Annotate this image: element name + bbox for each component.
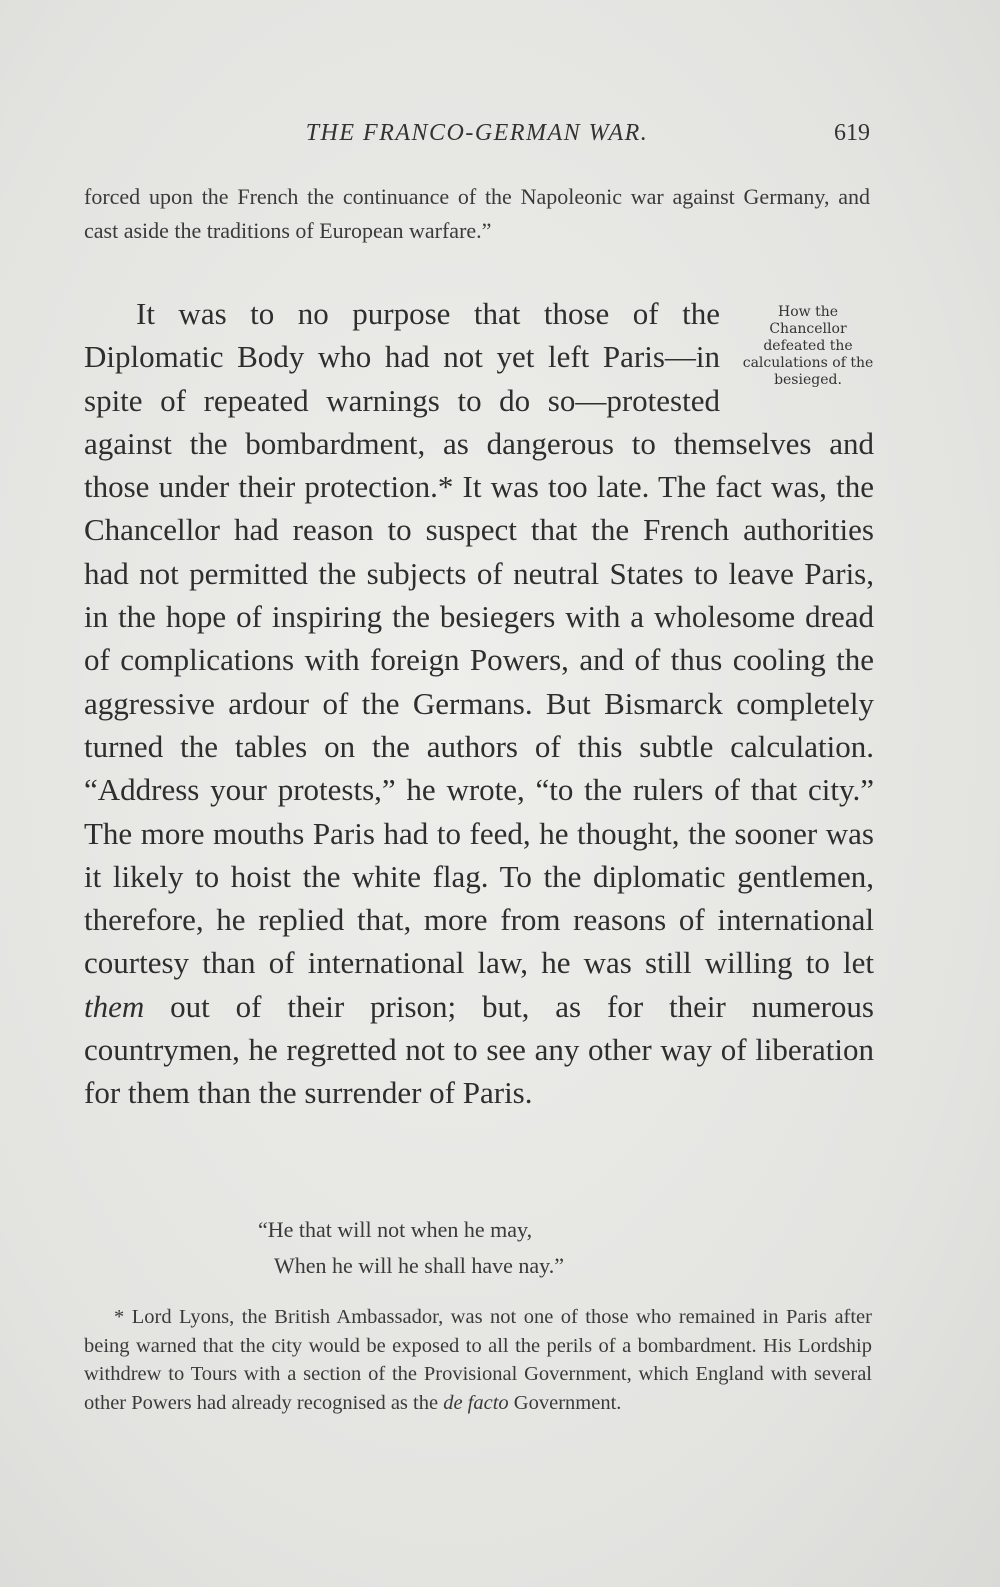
verse-line-2: When he will he shall have nay.” [274,1253,564,1278]
main-text-part1: It was to no purpose that those of the Diplomatic Body who had not yet left Paris—in spite of repeated warnings to do so—protested against the bombardment, as dangerous to themselves and those under their protection.* It was too late. The fact was, the Chancellor had reason to suspect that the French authorities had not permitted the subjects of neutral States to leave Paris, in the hope of inspiring the besiegers with a wholesome dread of complications with foreign Powers, and of thus cooling the aggressive ardour of the Germans. But Bismarck completely turned the tables on the authors of this subtle calculation. “Address your protests,” he wrote, “to the rulers of that city.” The more mouths Paris had to feed, he thought, the sooner was it likely to hoist the white flag. To the diplomatic gentlemen, therefore, he replied that, more from reasons of international courtesy than of international law, he was still willing to let [84,296,874,981]
page-header [84,120,870,156]
footnote-text-part1: * Lord Lyons, the British Ambassador, was not one of those who remained in Paris after being warned that the city would be exposed to all the perils of a bombardment. His Lordship withdrew to Tours with a section of the Provisional Government, which England with several other Powers had already recognised as the [84,1306,872,1414]
main-paragraph [84,292,874,1115]
footnote [84,1303,872,1417]
page-number: 619 [834,120,870,146]
footnote-italic: de facto [443,1391,509,1414]
verse-quote [258,1212,778,1284]
carryover-paragraph: forced upon the French the continuance of the Napoleonic war against Germany, and cast aside the traditions of European warfare.” [84,184,870,243]
running-title: THE FRANCO-GERMAN WAR. [305,120,649,146]
main-text-part2: out of their prison; but, as for their numerous countrymen, he regretted not to see any other way of liberation for them than the surrender of Paris. [84,988,874,1111]
verse-line-1: “He that will not when he may, [258,1217,533,1242]
margin-note: How the Chancellor defeated the calculations of the besieged. [742,304,874,388]
main-italic-word: them [84,988,145,1024]
footnote-text-part2: Government. [513,1391,622,1414]
